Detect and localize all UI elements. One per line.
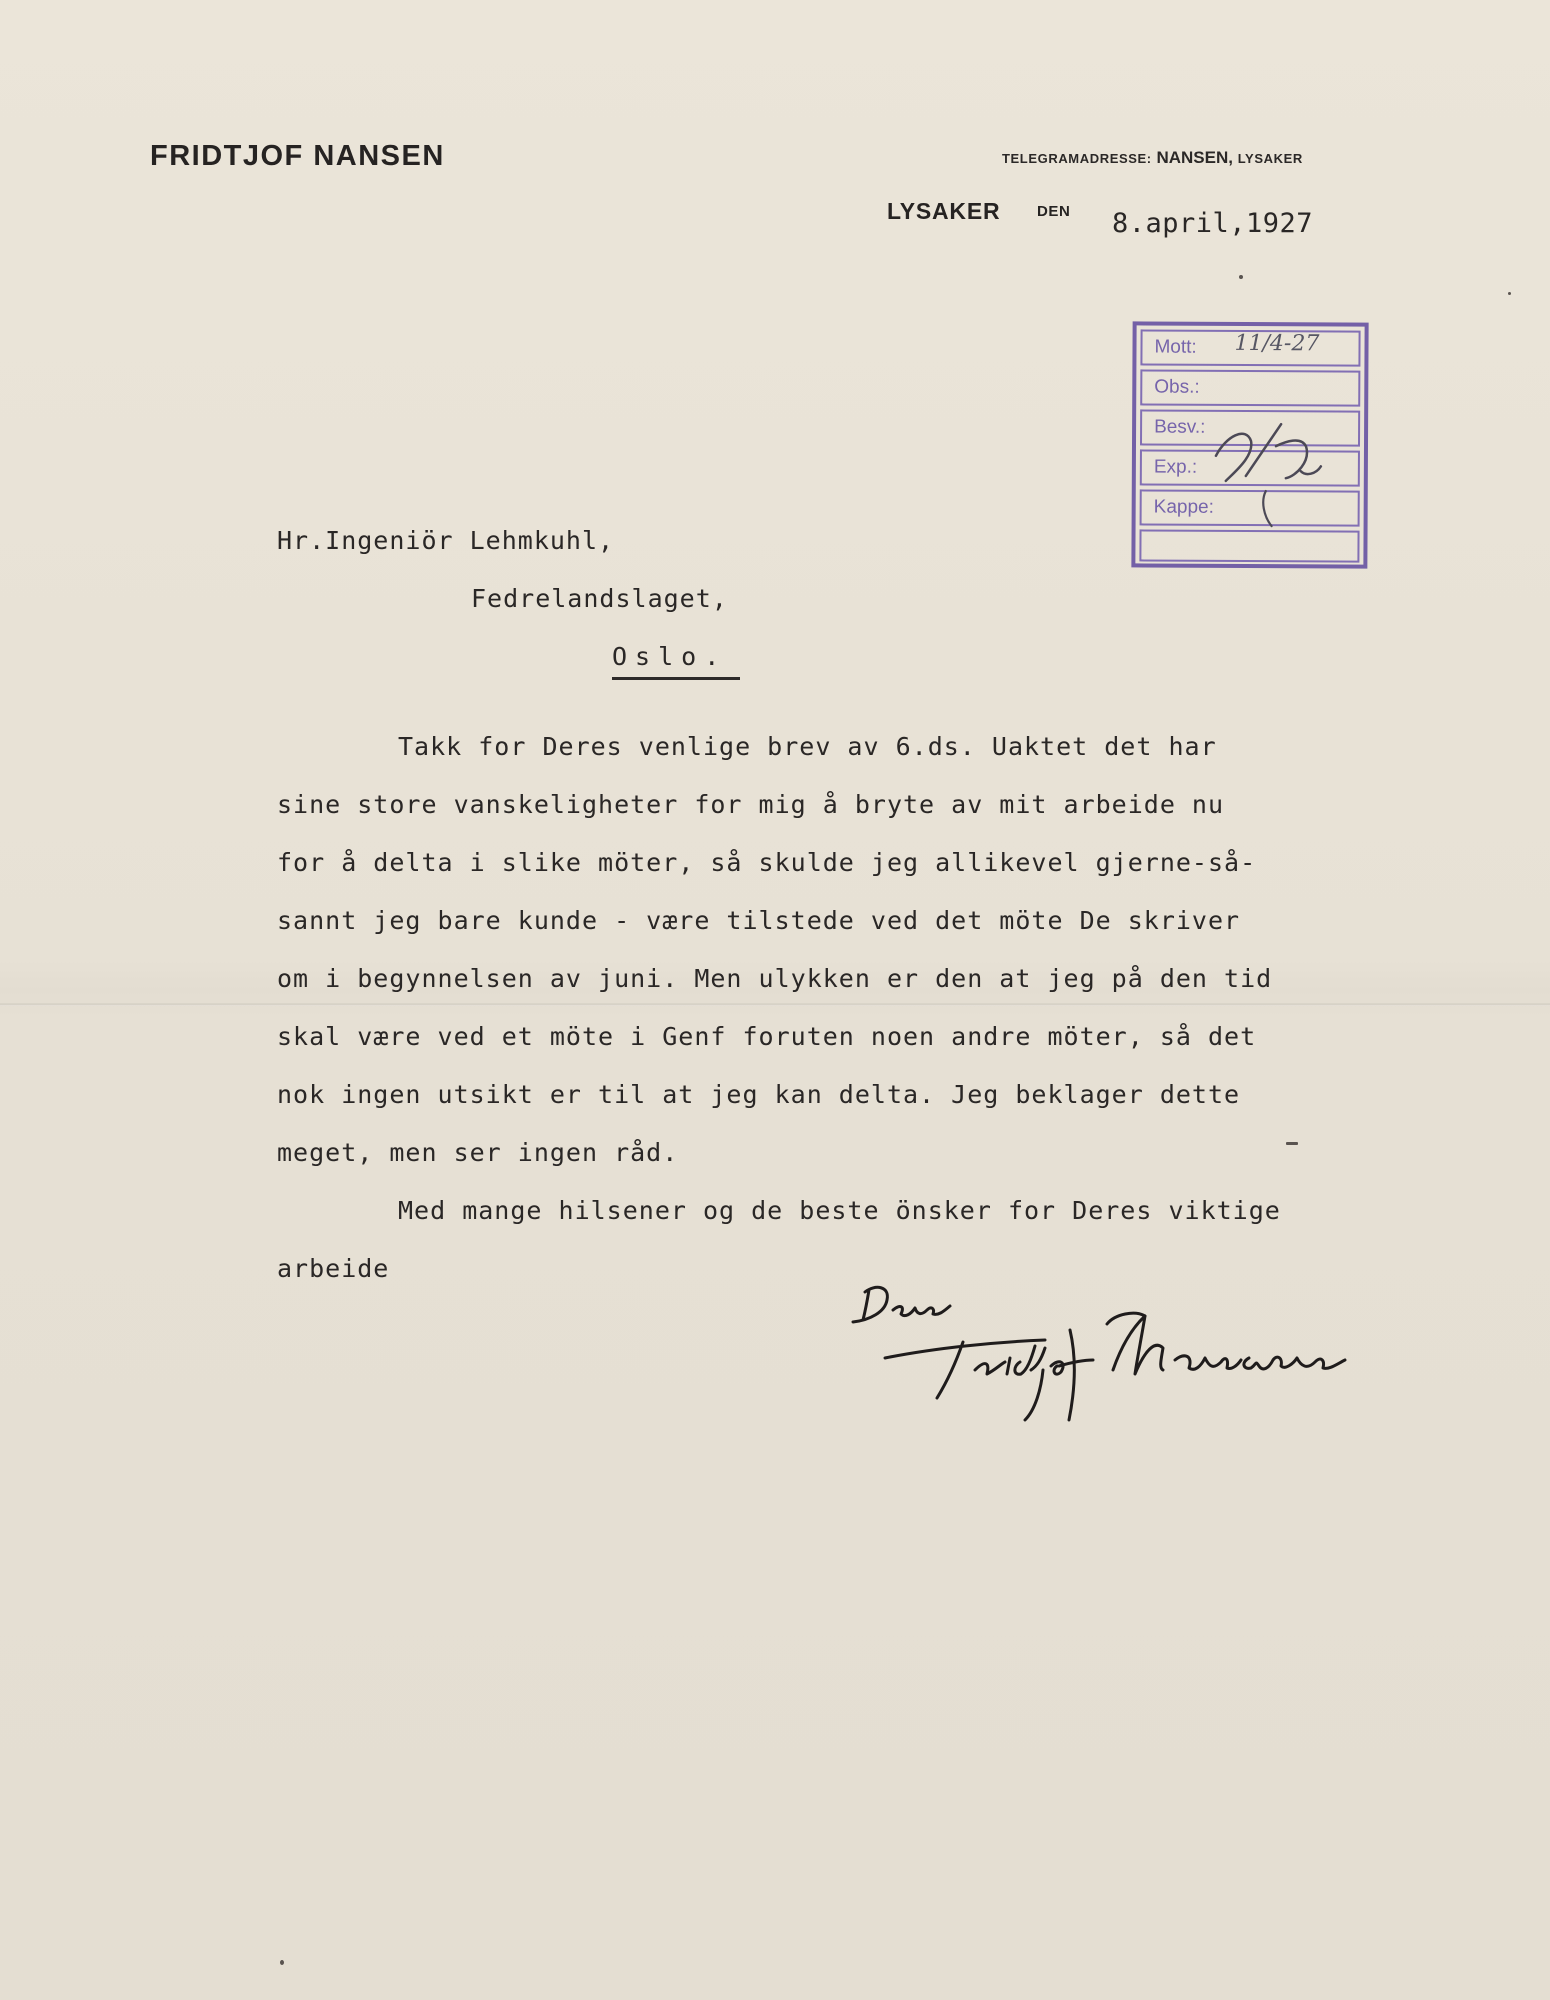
stamp-label-exp: Exp.: bbox=[1153, 456, 1198, 478]
stamp-row-mott bbox=[1140, 329, 1360, 366]
stamp-handwritten-date: 11/4-27 bbox=[1234, 330, 1320, 357]
body-line-7: nok ingen utsikt er til at jeg kan delta. Jeg beklager dette bbox=[277, 1080, 1241, 1109]
body-line-8: meget, men ser ingen råd. bbox=[277, 1138, 679, 1167]
body-line-4: sannt jeg bare kunde - være tilstede ved det möte De skriver bbox=[277, 906, 1241, 935]
letterhead-den: DEN bbox=[1037, 203, 1071, 220]
stamp-label-obs: Obs.: bbox=[1154, 376, 1200, 398]
city-underline bbox=[612, 677, 740, 680]
letterhead-name: FRIDTJOF NANSEN bbox=[150, 140, 445, 172]
paper-speck bbox=[1508, 292, 1511, 295]
stamp-handwritten-mark bbox=[1206, 416, 1337, 537]
paper-speck bbox=[280, 1960, 284, 1965]
paper-speck bbox=[1239, 275, 1243, 279]
paper-mark bbox=[1286, 1142, 1298, 1145]
handwritten-signature bbox=[845, 1270, 1395, 1440]
recipient-organization: Fedrelandslaget, bbox=[471, 584, 728, 613]
telegram-label: TELEGRAMADRESSE: bbox=[1002, 151, 1152, 166]
stamp-label-kappe: Kappe: bbox=[1153, 496, 1214, 518]
closing-line-1: Med mange hilsener og de beste önsker for Deres viktige bbox=[398, 1196, 1281, 1225]
paper-fold-line bbox=[0, 1003, 1550, 1006]
recipient-name: Hr.Ingeniör Lehmkuhl, bbox=[277, 526, 615, 555]
telegram-place: LYSAKER bbox=[1237, 151, 1303, 166]
letterhead-place: LYSAKER bbox=[887, 198, 1001, 224]
letterhead-telegram-address bbox=[1002, 148, 1303, 168]
stamp-row-obs bbox=[1140, 369, 1360, 406]
body-line-6: skal være ved et möte i Genf foruten noen andre möter, så det bbox=[277, 1022, 1257, 1051]
letter-date: 8.april,1927 bbox=[1112, 208, 1314, 239]
body-line-5: om i begynnelsen av juni. Men ulykken er den at jeg på den tid bbox=[277, 964, 1273, 993]
body-line-3: for å delta i slike möter, så skulde jeg allikevel gjerne-så- bbox=[277, 848, 1257, 877]
telegram-value: NANSEN, bbox=[1156, 148, 1233, 167]
receipt-stamp bbox=[1131, 321, 1368, 568]
recipient-city: Oslo. bbox=[612, 642, 728, 671]
closing-line-2: arbeide bbox=[277, 1254, 390, 1283]
body-line-2: sine store vanskeligheter for mig å bryte av mit arbeide nu bbox=[277, 790, 1225, 819]
body-line-1: Takk for Deres venlige brev av 6.ds. Uaktet det har bbox=[398, 732, 1217, 761]
stamp-label-mott: Mott: bbox=[1154, 336, 1197, 358]
stamp-label-besv: Besv.: bbox=[1154, 416, 1206, 438]
